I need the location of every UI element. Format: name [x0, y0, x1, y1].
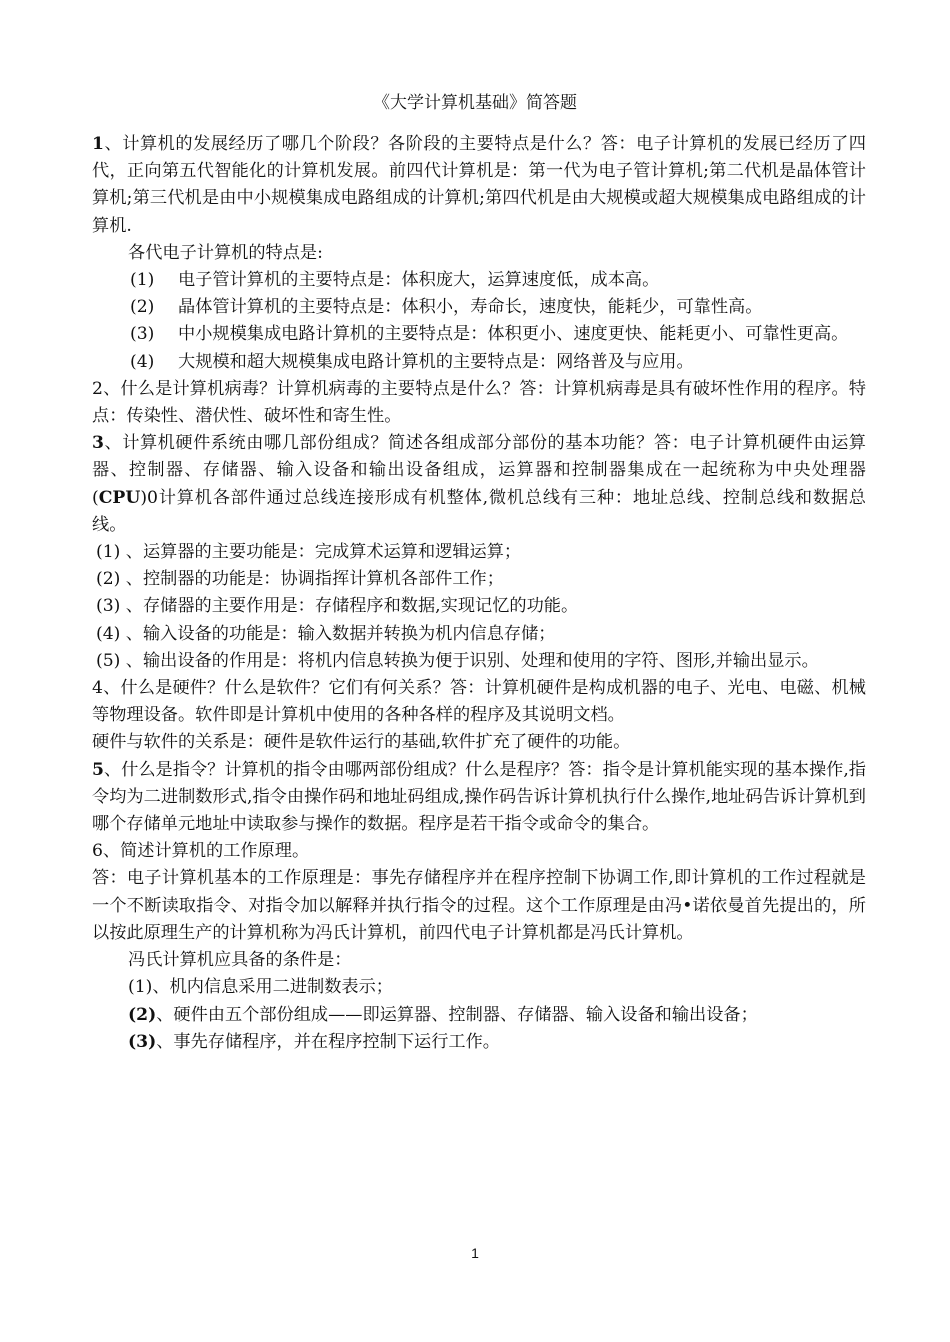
question-1-number: 1 [92, 134, 104, 154]
list-item: (2) 晶体管计算机的主要特点是：体积小，寿命长，速度快，能耗少，可靠性高。 [130, 297, 763, 318]
list-item: (2)、硬件由五个部份组成——即运算器、控制器、存储器、输入设备和输出设备； [128, 1004, 758, 1025]
question-6-intro: 冯氏计算机应具备的条件是： [128, 950, 352, 971]
question-5: 5、什么是指令？计算机的指令由哪两部份组成？什么是程序？答：指令是计算机能实现的基本操作,指令均为二进制数形式,指令由操作码和地址码组成,操作码告诉计算机执行什么操作,地址码告诉计算机到哪个存储单元地址中读取参与操作的数据。程序是若干指令或命令的集合。 [92, 759, 866, 835]
list-item: (1) 、运算器的主要功能是：完成算术运算和逻辑运算； [96, 542, 522, 563]
document-title: 《大学计算机基础》简答题 [373, 93, 577, 113]
page-number: 1 [471, 1245, 479, 1261]
list-item: (1) 电子管计算机的主要特点是：体积庞大，运算速度低，成本高。 [130, 270, 660, 291]
list-item: (2) 、控制器的功能是：协调指挥计算机各部件工作； [96, 569, 504, 590]
document-body [92, 131, 866, 1056]
question-6: 6、简述计算机的工作原理。 [92, 841, 310, 862]
question-2: 2、什么是计算机病毒？计算机病毒的主要特点是什么？答：计算机病毒是具有破坏性作用的程序。特点：传染性、潜伏性、破坏性和寄生性。 [92, 378, 866, 427]
question-1-intro: 各代电子计算机的特点是: [128, 242, 323, 263]
question-3-number: 3 [92, 433, 104, 454]
cpu-term: CPU [98, 487, 141, 508]
question-5-number: 5 [92, 759, 104, 780]
question-4-relation: 硬件与软件的关系是：硬件是软件运行的基础,软件扩充了硬件的功能。 [92, 732, 631, 753]
list-item: (3) 中小规模集成电路计算机的主要特点是：体积更小、速度更快、能耗更小、可靠性更高。 [130, 324, 849, 345]
list-item: (3)、事先存储程序，并在程序控制下运行工作。 [128, 1031, 500, 1052]
question-1 [92, 131, 866, 240]
list-item: (1)、机内信息采用二进制数表示； [128, 977, 393, 998]
question-3: 3、计算机硬件系统由哪几部份组成？简述各组成部分部份的基本功能？答：电子计算机硬件由运算器、控制器、存储器、输入设备和输出设备组成，运算器和控制器集成在一起统称为中央处理器(CPU)0计算机各部件通过总线连接形成有机整体,微机总线有三种：地址总线、控制总线和数据总线。 [92, 433, 866, 535]
list-item: (3) 、存储器的主要作用是：存储程序和数据,实现记忆的功能。 [96, 596, 579, 617]
question-4: 4、什么是硬件？什么是软件？它们有何关系？答：计算机硬件是构成机器的电子、光电、电磁、机械等物理设备。软件即是计算机中使用的各种各样的程序及其说明文档。 [92, 678, 866, 726]
list-item: (4) 、输入设备的功能是：输入数据并转换为机内信息存储； [96, 623, 556, 644]
question-6-answer: 答：电子计算机基本的工作原理是：事先存储程序并在程序控制下协调工作,即计算机的工作过程就是一个不断读取指令、对指令加以解释并执行指令的过程。这个工作原理是由冯•诺依曼首先提出的，所以按此原理生产的计算机称为冯氏计算机，前四代电子计算机都是冯氏计算机。 [92, 868, 866, 943]
list-item: (4) 大规模和超大规模集成电路计算机的主要特点是：网络普及与应用。 [130, 351, 694, 372]
question-1-text: 、计算机的发展经历了哪几个阶段？各阶段的主要特点是什么？答：电子计算机的发展已经历了四代，正向第五代智能化的计算机发展。前四代计算机是：第一代为电子管计算机;第二代机是晶体管计算机;第三代机是由中小规模集成电路组成的计算机;第四代机是由大规模或超大规模集成电路组成的计算机. [92, 134, 866, 236]
list-item: (5) 、输出设备的作用是：将机内信息转换为便于识别、处理和使用的字符、图形,并输出显示。 [96, 650, 819, 671]
